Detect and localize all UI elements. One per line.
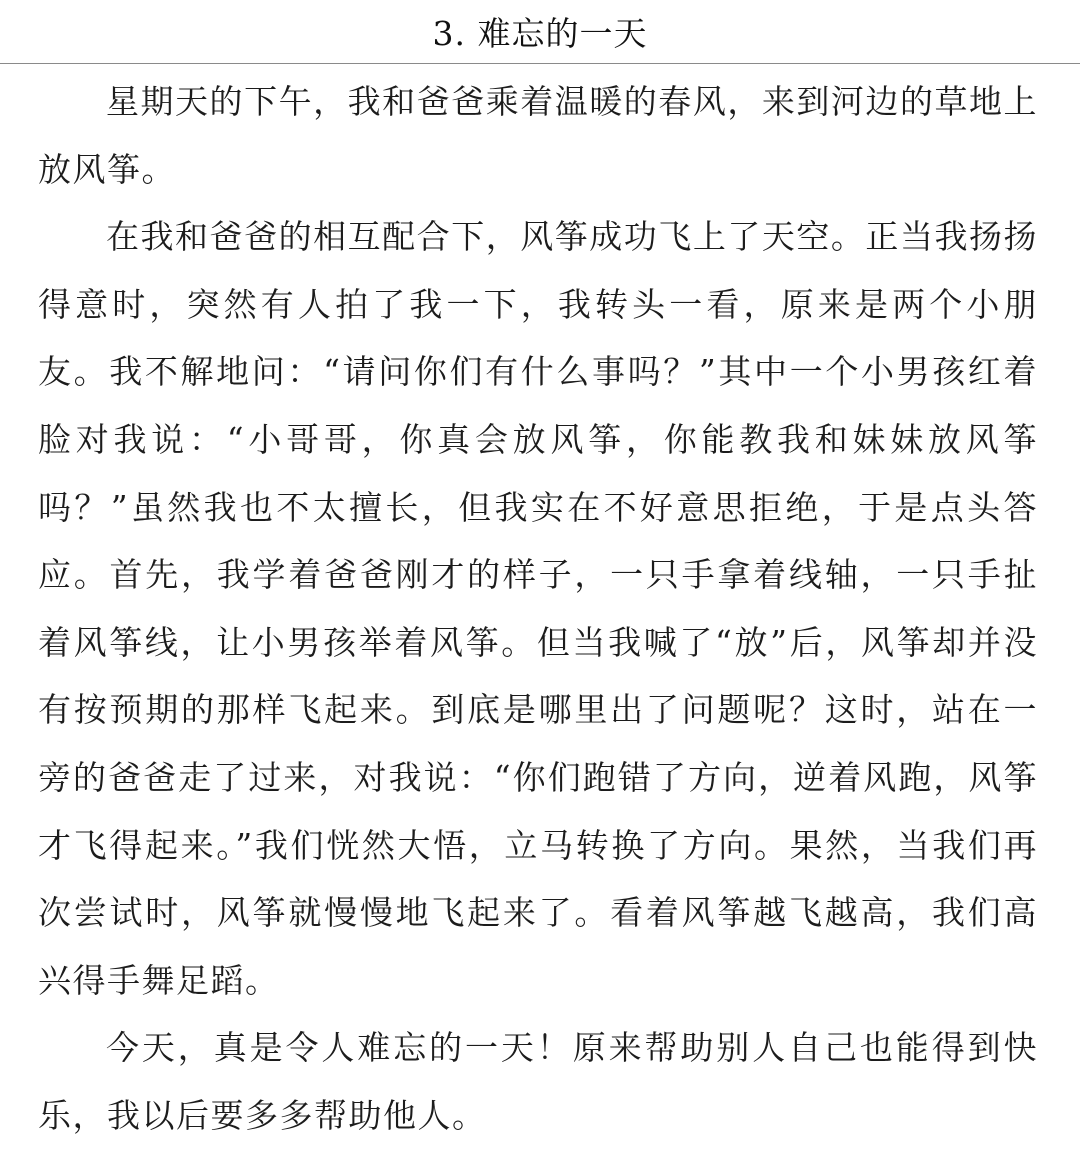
essay-paragraph-2: 在我和爸爸的相互配合下，风筝成功飞上了天空。正当我扬扬得意时，突然有人拍了我一下，我转头一看，原来是两个小朋友。我不解地问：“请问你们有什么事吗？”其中一个小男孩红着脸对我说：“小哥哥，你真会放风筝，你能教我和妹妹放风筝吗？”虽然我也不太擅长，但我实在不好意思拒绝，于是点头答应。首先，我学着爸爸刚才的样子，一只手拿着线轴，一只手扯着风筝线，让小男孩举着风筝。但当我喊了“放”后，风筝却并没有按预期的那样飞起来。到底是哪里出了问题呢？这时，站在一旁的爸爸走了过来，对我说：“你们跑错了方向，逆着风跑，风筝才飞得起来。”我们恍然大悟，立马转换了方向。果然，当我们再次尝试时，风筝就慢慢地飞起来了。看着风筝越飞越高，我们高兴得手舞足蹈。 [38, 217, 1038, 1000]
document-header [0, 0, 1080, 64]
essay-paragraph-1: 星期天的下午，我和爸爸乘着温暖的春风，来到河边的草地上放风筝。 [38, 82, 1038, 189]
essay-title: 3. 难忘的一天 [432, 14, 648, 53]
essay-body [38, 68, 1038, 1150]
essay-paragraph-3: 今天，真是令人难忘的一天！原来帮助别人自己也能得到快乐，我以后要多多帮助他人。 [38, 1028, 1038, 1135]
